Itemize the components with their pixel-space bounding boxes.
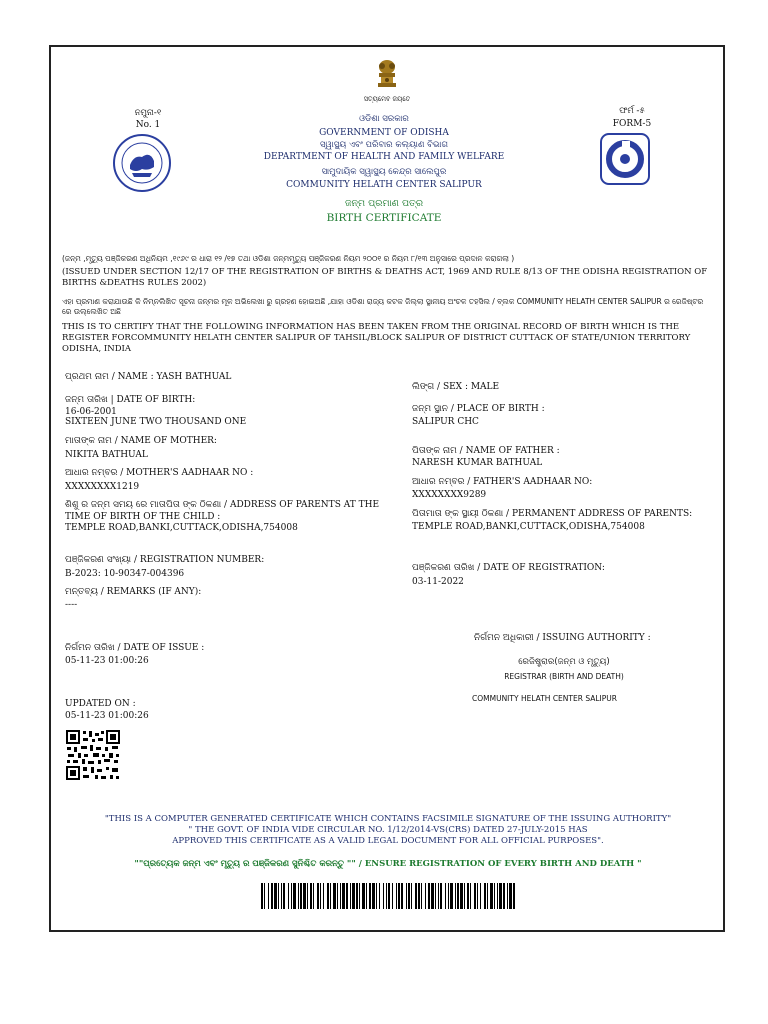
issuing-authority-label: ନିର୍ଗମନ ଅଧିକାରୀ / ISSUING AUTHORITY :: [474, 633, 651, 643]
footer-note-2: " THE GOVT. OF INDIA VIDE CIRCULAR NO. 1/12/2014-VS(CRS) DATED 27-JULY-2015 HAS: [188, 825, 588, 835]
certify-odia: ଏହା ପ୍ରମାଣ କରାଯାଉଛି କି ନିମ୍ନଲିଖିତ ସୂଚନା ଜନ୍ମର ମୂଳ ଅଭିଲେଖା ରୁ ଗ୍ରହଣ ହୋଇଅଛି ,ଯାହା ଓଡିଶା ରାଜ୍ୟ କଟକ ଜିଲ୍ଲା ସ୍ଥାନୀୟ ଅଂଚଳ ତହସିଲ / ବ୍ଲକ COMMUNITY HELATH CENTER SALIPUR ର ରେଜିଷ୍ଟର ରେ ଉଲ୍ଲେଖିତ ଅଛି: [62, 297, 704, 316]
registration-date-value: 03-11-2022: [412, 577, 464, 587]
center-title: COMMUNITY HELATH CENTER SALIPUR: [286, 180, 482, 190]
address-at-birth-value: TEMPLE ROAD,BANKI,CUTTACK,ODISHA,754008: [65, 523, 298, 533]
father-label: ପିତାଙ୍କ ନାମ / NAME OF FATHER :: [412, 446, 560, 456]
mother-label: ମାତାଙ୍କ ନାମ / NAME OF MOTHER:: [65, 436, 217, 446]
form-type-odia: ଫର୍ମ -୫: [619, 106, 645, 116]
address-at-birth-label: ଶିଶୁ ର ଜନ୍ମ ସମୟ ରେ ମାତାପିତା ଙ୍କ ଠିକଣା / ADDRESS OF PARENTS AT THE TIME OF BIRTH OF THE CHILD :: [65, 500, 380, 522]
father-aadhaar-value: XXXXXXXX9289: [412, 490, 487, 500]
updated-value: 05-11-23 01:00:26: [65, 711, 149, 721]
center-odia: ସାମୁଦାୟିକ ସ୍ୱାସ୍ଥ୍ୟ କେନ୍ଦ୍ର ସାଲେପୁର: [321, 167, 447, 177]
remarks-label: ମନ୍ତବ୍ୟ / REMARKS (IF ANY):: [65, 587, 202, 597]
mother-aadhaar-label: ଆଧାର ନମ୍ବର / MOTHER'S AADHAAR NO :: [65, 468, 254, 478]
govt-title: GOVERNMENT OF ODISHA: [319, 128, 449, 138]
updated-label: UPDATED ON :: [65, 699, 136, 709]
govt-odia: ଓଡିଶା ସରକାର: [359, 114, 409, 124]
father-value: NARESH KUMAR BATHUAL: [412, 458, 543, 468]
place-of-birth-label: ଜନ୍ମ ସ୍ଥାନ / PLACE OF BIRTH :: [412, 404, 545, 414]
child-name: ପ୍ରଥମ ନାମ / NAME : YASH BATHUAL: [65, 372, 232, 382]
form-number-odia: ନମୁନା-୧: [134, 108, 162, 118]
remarks-value: ----: [65, 600, 78, 610]
father-aadhaar-label: ଆଧାର ନମ୍ବର / FATHER'S AADHAAR NO:: [412, 477, 593, 487]
emblem-motto: ସତ୍ୟମେବ ଜୟତେ: [363, 95, 411, 103]
form-type: FORM-5: [612, 119, 652, 129]
permanent-address-label: ପିତାମାତା ଙ୍କ ସ୍ଥାୟୀ ଠିକଣା / PERMANENT ADDRESS OF PARENTS:: [412, 509, 693, 519]
issued-under: (ISSUED UNDER SECTION 12/17 OF THE REGISTRATION OF BIRTHS & DEATHS ACT, 1969 AND RULE 8/13 OF THE ODISHA REGISTRATION OF BIRTHS &DEATHS RULES 2002): [62, 267, 708, 288]
authority-signature-odia: ରେଜିଷ୍ଟ୍ରାର(ଜନ୍ମ ଓ ମୃତ୍ୟୁ): [518, 657, 610, 667]
issued-under-odia: (ଜନ୍ମ ,ମୃତ୍ୟୁ ପଞ୍ଜିକରଣ ଅଧିନିୟମ ,୧୯୬୯ ର ଧାରା ୧୨ /୧୭ ତଥା ଓଡିଶା ଜନ୍ମମୃତ୍ୟୁ ପଞ୍ଜିକରଣ ନିୟମ ୨୦୦୧ ର ନିୟମ ୮/୧୩ ଅନୁସାରେ ପ୍ରଦାନ କରାଗଲା ): [62, 254, 515, 263]
permanent-address-value: TEMPLE ROAD,BANKI,CUTTACK,ODISHA,754008: [412, 522, 645, 532]
dob-label: ଜନ୍ମ ତାରିଖ | DATE OF BIRTH:: [65, 395, 196, 405]
issue-date-label: ନିର୍ଗମନ ତାରିଖ / DATE OF ISSUE :: [65, 643, 205, 653]
place-of-birth-value: SALIPUR CHC: [412, 417, 479, 427]
health-logo-icon: [600, 133, 650, 185]
odisha-seal-icon: [112, 133, 172, 193]
mother-aadhaar-value: XXXXXXXX1219: [65, 482, 140, 492]
footer-note-3: APPROVED THIS CERTIFICATE AS A VALID LEGAL DOCUMENT FOR ALL OFFICIAL PURPOSES".: [172, 836, 604, 846]
registration-number-label: ପଞ୍ଜିକରଣ ସଂଖ୍ୟା / REGISTRATION NUMBER:: [65, 555, 265, 565]
barcode: [259, 883, 517, 909]
certificate-title: BIRTH CERTIFICATE: [326, 212, 442, 224]
registration-number-value: B-2023: 10-90347-004396: [65, 569, 185, 579]
sex-label: ଲିଙ୍ଗ / SEX : MALE: [412, 382, 500, 392]
registration-date-label: ପଞ୍ଜିକରଣ ତାରିଖ / DATE OF REGISTRATION:: [412, 563, 605, 573]
dob-value: 16-06-2001: [65, 407, 117, 417]
mother-value: NIKITA BATHUAL: [65, 450, 148, 460]
dept-odia: ସ୍ୱାସ୍ଥ୍ୟ ଏବଂ ପରିବାର କଲ୍ୟାଣ ବିଭାଗ: [319, 140, 449, 150]
footer-note-1: "THIS IS A COMPUTER GENERATED CERTIFICATE WHICH CONTAINS FACSIMILE SIGNATURE OF THE ISSUING AUTHORITY": [104, 814, 672, 824]
form-number: No. 1: [135, 120, 161, 130]
dob-words: SIXTEEN JUNE TWO THOUSAND ONE: [65, 417, 247, 427]
footer-slogan: ""ପ୍ରତ୍ୟେକ ଜନ୍ମ ଏବଂ ମୃତ୍ୟୁ ର ପଞ୍ଜିକରଣ ସୁନିଶ୍ଚିତ କରନ୍ତୁ "" / ENSURE REGISTRATION OF EVERY BIRTH AND DEATH ": [134, 859, 642, 869]
certify-statement: THIS IS TO CERTIFY THAT THE FOLLOWING INFORMATION HAS BEEN TAKEN FROM THE ORIGINAL RECORD OF BIRTH WHICH IS THE REGISTER FORCOMMUNITY HELATH CENTER SALIPUR OF TAHSIL/BLOCK SALIPUR OF DISTRICT CUTTACK OF STATE/UNION TERRITORY ODISHA, INDIA: [62, 322, 691, 354]
authority-signature: REGISTRAR (BIRTH AND DEATH): [504, 672, 624, 681]
national-emblem-icon: [370, 58, 404, 92]
authority-center: COMMUNITY HELATH CENTER SALIPUR: [472, 694, 617, 703]
issue-date-value: 05-11-23 01:00:26: [65, 656, 149, 666]
dept-title: DEPARTMENT OF HEALTH AND FAMILY WELFARE: [263, 152, 505, 162]
qr-code: [65, 729, 121, 781]
certificate-title-odia: ଜନ୍ମ ପ୍ରମାଣ ପତ୍ର: [344, 198, 424, 209]
